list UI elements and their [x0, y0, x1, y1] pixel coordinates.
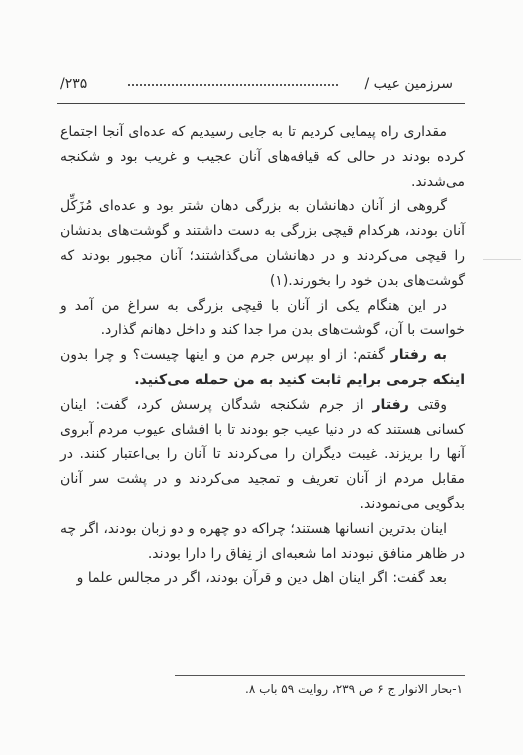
paragraph: گروهی از آنان دهانشان به بزرگی دهان شتر بود و عده‌ای مُزَکِّل آنان بودند، هرکدام قیچی بزرگی به دست داشتند و گوشت‌های بدنشان را قیچی می‌کردند و در دهانشان می‌گذاشتند؛ آنان مجبور بودند که گوشت‌های بدن خود را بخورند.(۱): [60, 198, 465, 289]
paragraph: در این هنگام یکی از آنان با قیچی بزرگی به سراغ من آمد و خواست با آن، گوشت‌های بدن مرا جدا کند و داخل دهانم گذارد.: [60, 297, 465, 339]
paragraph: به رفتار گفتم: از او بپرس جرم من و اینها چیست؟ و چرا بدون اینکه جرمی برایم ثابت کنید به من حمله می‌کنید.: [60, 347, 465, 388]
scan-edge-mark: [483, 259, 521, 260]
bold-name: به رفتار: [390, 347, 447, 364]
footnote-rule: [175, 675, 465, 676]
bold-phrase: اینکه جرمی برایم ثابت کنید به من حمله می‌کنید.: [134, 371, 465, 388]
bold-name: رفتار: [372, 396, 409, 413]
paragraph: بعد گفت: اگر اینان اهل دین و قرآن بودند، اگر در مجالس علما و: [76, 570, 447, 587]
header-rule: [57, 103, 465, 104]
paragraph: وقتی رفتار از جرم شکنجه شدگان پرسش کرد، گفت: اینان کسانی هستند که در دنیا عیب جو بودند تا با افشای عیوب مردم آبروی آنها را بریزند. غیبت دیگران را می‌کردند تا آنان را بی‌اعتبار کنند. در مقابل مردم از آنان تعریف و تمجید می‌کردند و در پشت سر آنان بدگویی می‌نمودند.: [60, 396, 465, 512]
running-header-title: سرزمین عیب /: [364, 76, 453, 92]
paragraph: اینان بدترین انسانها هستند؛ چراکه دو چهره و دو زبان بودند، اگر چه در ظاهر منافق نبودند اما شعبه‌ای از نِفاق را دارا بودند.: [60, 520, 465, 562]
footnote: ۱-بحار الانوار ج ۶ ص ۲۳۹، روایت ۵۹ باب ۸.: [245, 682, 463, 696]
paragraph: مقداری راه پیمایی کردیم تا به جایی رسیدیم که عده‌ای آنجا اجتماع کرده بودند در حالی که قیافه‌های آنان عجیب و غریب بود و شکنجه می‌شدند.: [60, 124, 465, 190]
body-text: [60, 120, 465, 591]
page-number: ۲۳۵/: [60, 76, 88, 92]
header-dot-leader: [128, 84, 338, 86]
